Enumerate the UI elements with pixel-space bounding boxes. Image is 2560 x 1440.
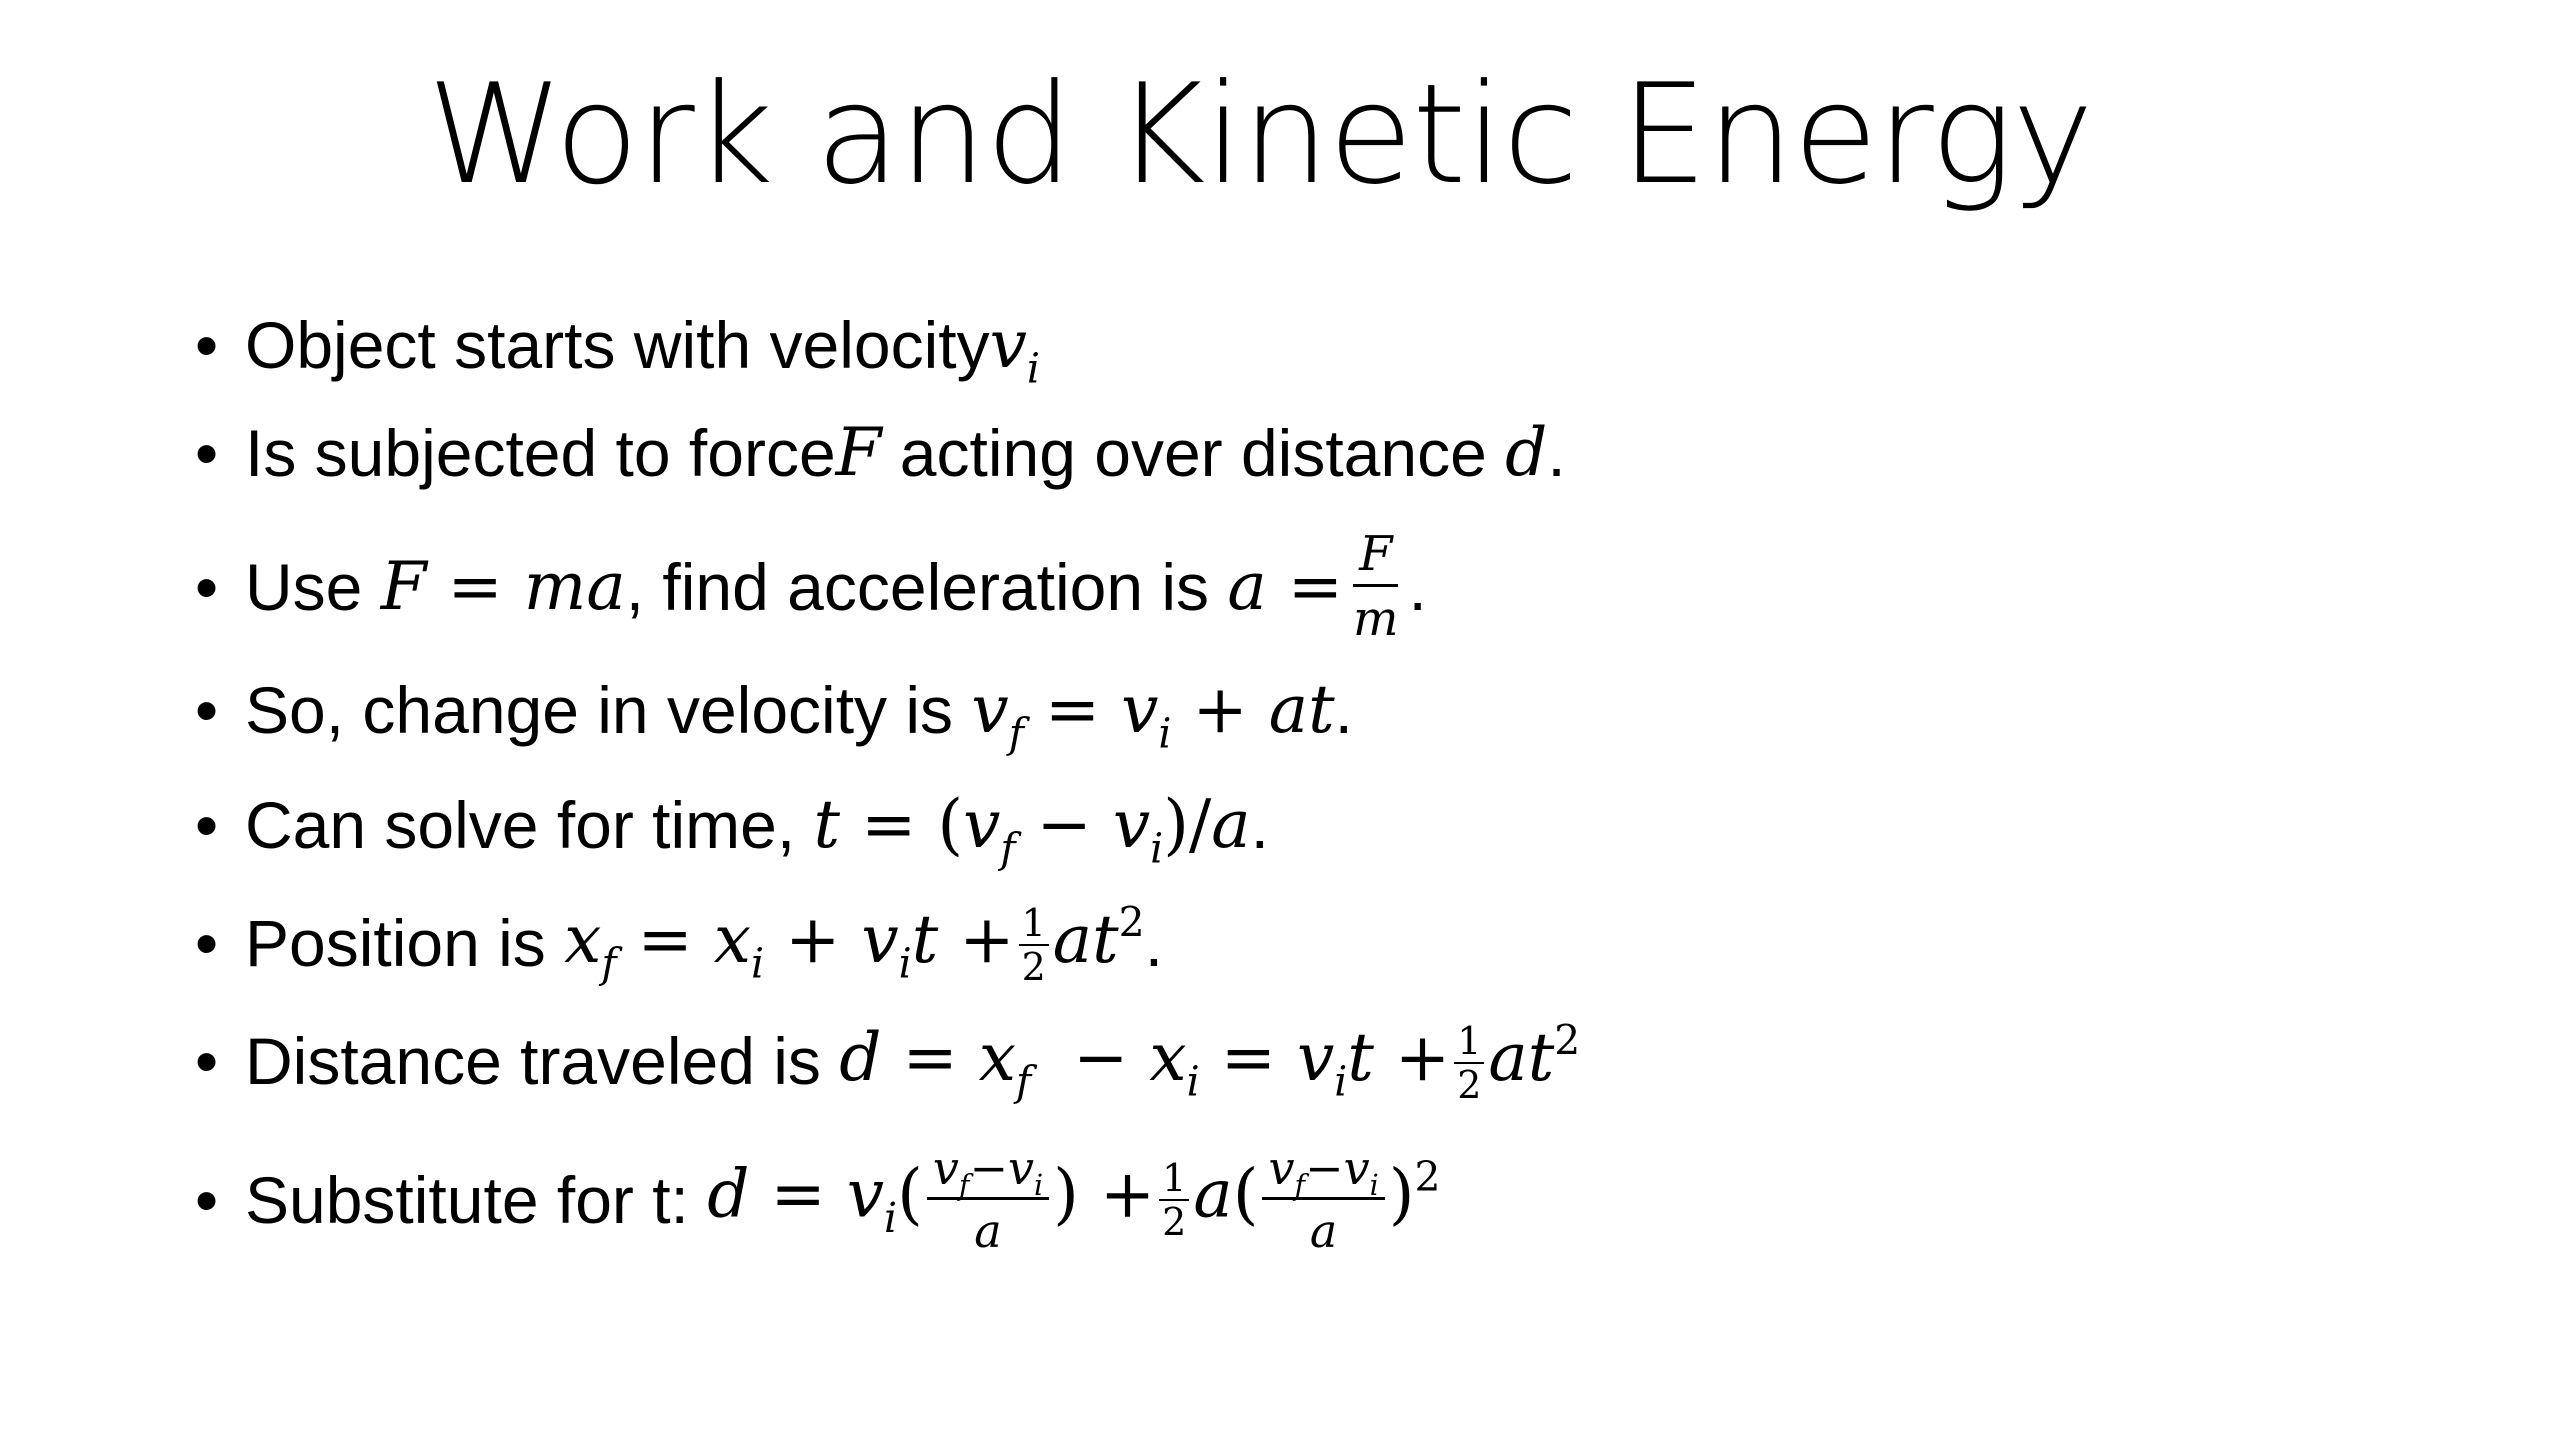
bullet-item	[195, 785, 1269, 873]
bullet-text-end: .	[1334, 673, 1353, 747]
bullet-item	[195, 670, 1353, 758]
bullet-text: Is subjected to force	[245, 416, 836, 490]
bullet-text-end: .	[1144, 906, 1164, 980]
slide-title: Work and Kinetic Energy	[427, 54, 2093, 215]
math-substitution-equation: $d = v_i$( $\frac{v_f-v_i}{a}$ ) + $\frac{1}{2}$ a( $\frac{v_f-v_i}{a}$ )$^2$	[707, 1141, 1441, 1258]
bullet-text-end: .	[1408, 549, 1427, 624]
bullet-dot: •	[195, 416, 219, 490]
math-F-equals-ma: F = ma	[380, 547, 626, 625]
bullet-dot: •	[195, 673, 219, 747]
math-fraction-F-over-m: $\frac{F}{m}$	[1353, 526, 1399, 647]
bullet-item	[195, 1141, 1441, 1258]
bullet-text: Substitute for t:	[245, 1162, 708, 1237]
bullet-text-end: .	[1547, 416, 1566, 490]
bullet-list	[195, 0, 2395, 1440]
math-velocity-equation: $v_f = v_i$ + at	[971, 671, 1335, 758]
bullet-text: Distance traveled is	[245, 1024, 840, 1098]
bullet-text: Position is	[245, 906, 565, 980]
math-d: d	[1505, 414, 1548, 491]
bullet-dot: •	[195, 1024, 219, 1098]
bullet-text: So, change in velocity is	[245, 673, 972, 747]
math-v-i: $v_i$	[989, 306, 1040, 393]
math-a-equals: a =	[1227, 547, 1344, 625]
math-F: F	[835, 414, 882, 491]
bullet-text: Can solve for time,	[245, 788, 814, 862]
bullet-text-mid: acting over distance	[881, 416, 1506, 490]
bullet-text: Object starts with velocity	[245, 308, 990, 382]
math-time-equation: $t = (v_f - v_i)/a$	[813, 786, 1251, 873]
bullet-dot: •	[195, 906, 219, 980]
bullet-dot: •	[195, 549, 219, 624]
bullet-text-mid: , find acceleration is	[625, 549, 1228, 624]
bullet-dot: •	[195, 308, 219, 382]
bullet-text: Use	[245, 549, 381, 624]
bullet-text-end: .	[1250, 788, 1269, 862]
bullet-item	[195, 413, 1566, 493]
bullet-dot: •	[195, 788, 219, 862]
bullet-dot: •	[195, 1162, 219, 1237]
math-distance-equation: $d = x_f - x_i = v_it$ + $\frac{1}{2}$ $at^2$	[839, 1016, 1581, 1107]
bullet-item	[195, 898, 1164, 989]
bullet-item	[195, 305, 1040, 393]
bullet-item	[195, 1016, 1581, 1107]
bullet-item	[195, 526, 1427, 647]
math-position-equation: $x_f = x_i + v_it$ + $\frac{1}{2}$ $at^2$	[564, 898, 1145, 989]
